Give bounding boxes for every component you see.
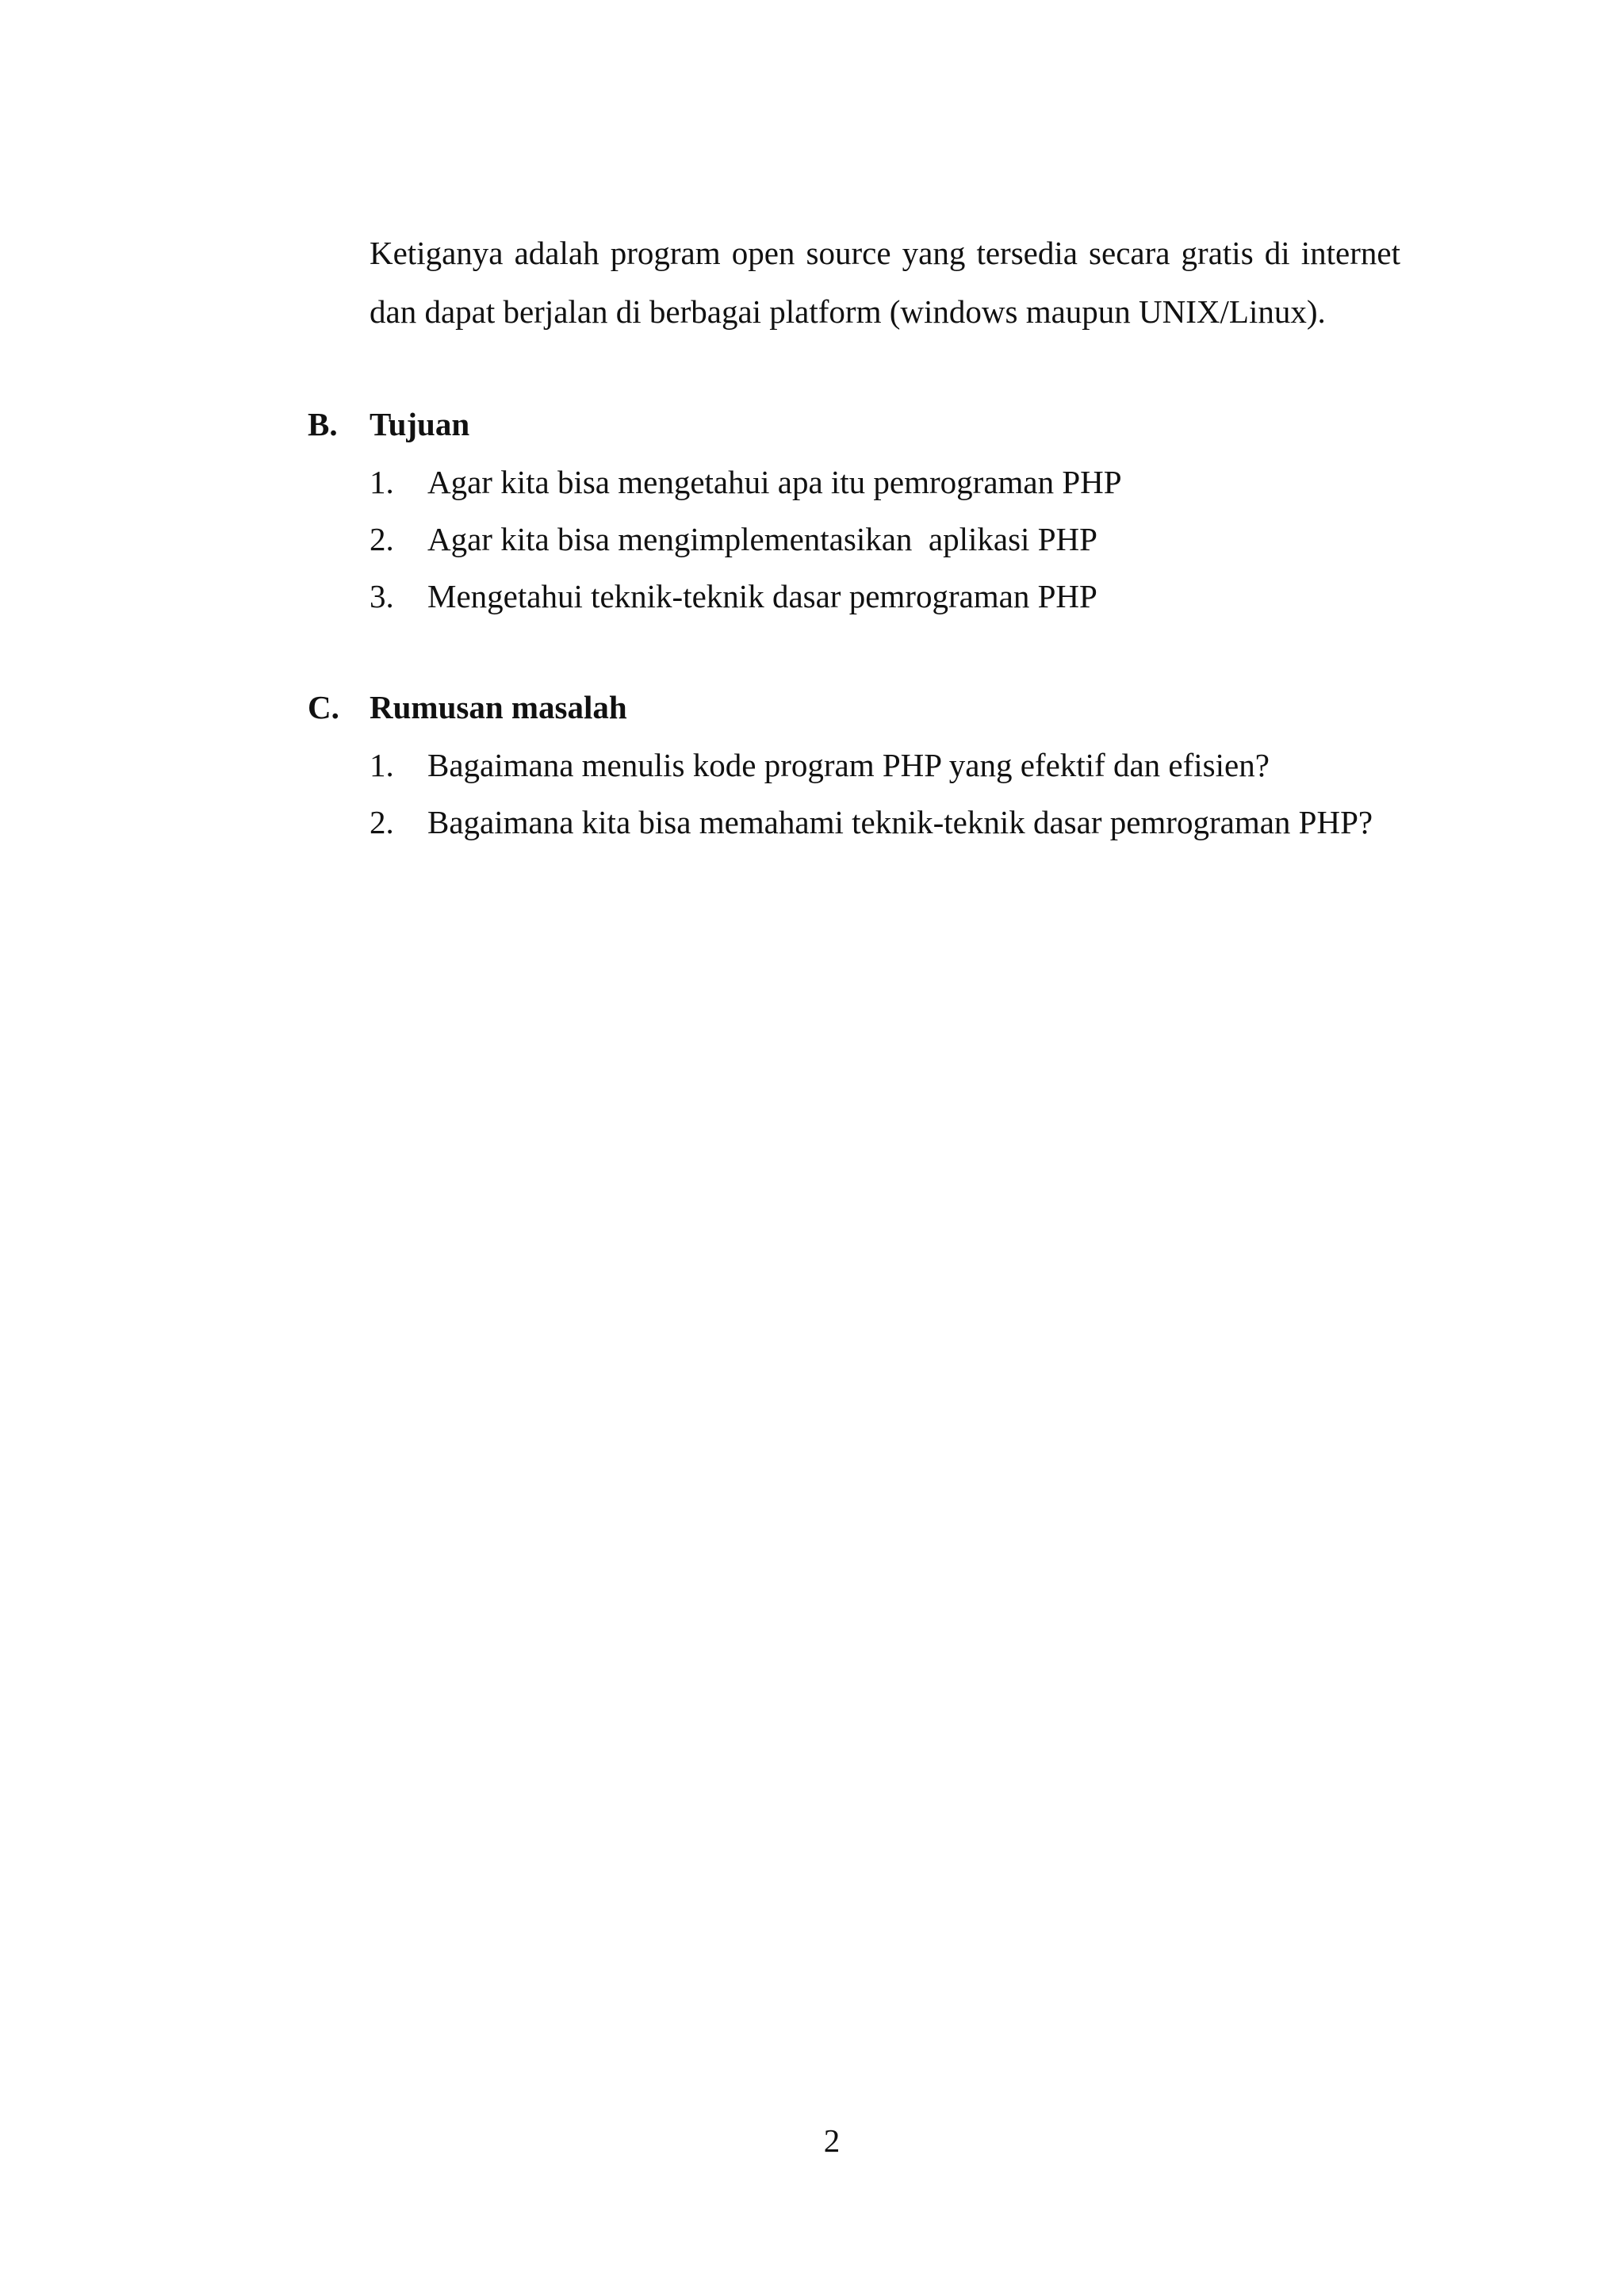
section-letter: B. (308, 406, 338, 442)
tujuan-list (308, 453, 1497, 625)
list-item-text: Bagaimana menulis kode program PHP yang efektif dan efisien? (427, 747, 1270, 783)
section-title: Rumusan masalah (370, 689, 627, 725)
list-item-number: 2. (370, 804, 394, 840)
section-title: Tujuan (370, 406, 470, 442)
list-item (370, 511, 1497, 568)
rumusan-masalah-list (308, 737, 1497, 851)
list-item (370, 568, 1497, 625)
list-item-number: 2. (370, 521, 394, 557)
section-heading (308, 395, 1497, 453)
list-item (370, 794, 1497, 851)
list-item-text: Agar kita bisa mengimplementasikan aplikasi PHP (427, 521, 1097, 557)
page-number: 2 (823, 2122, 841, 2159)
list-item-number: 3. (370, 578, 394, 614)
list-item-text: Bagaimana kita bisa memahami teknik-teknik dasar pemrograman PHP? (427, 804, 1373, 840)
section-letter: C. (308, 689, 339, 725)
section-heading (308, 678, 1497, 737)
list-item-number: 1. (370, 464, 394, 500)
list-item-number: 1. (370, 747, 394, 783)
section-rumusan-masalah (308, 678, 1497, 851)
intro-paragraph: Ketiganya adalah program open source yang tersedia secara gratis di internet dan dapat berjalan di berbagai platform (windows maupun UNIX/Linux). (370, 235, 1400, 330)
list-item (370, 737, 1497, 794)
list-item-text: Agar kita bisa mengetahui apa itu pemrograman PHP (427, 464, 1122, 500)
list-item-text: Mengetahui teknik-teknik dasar pemrograman PHP (427, 578, 1097, 614)
section-tujuan (308, 395, 1497, 625)
list-item (370, 453, 1497, 511)
